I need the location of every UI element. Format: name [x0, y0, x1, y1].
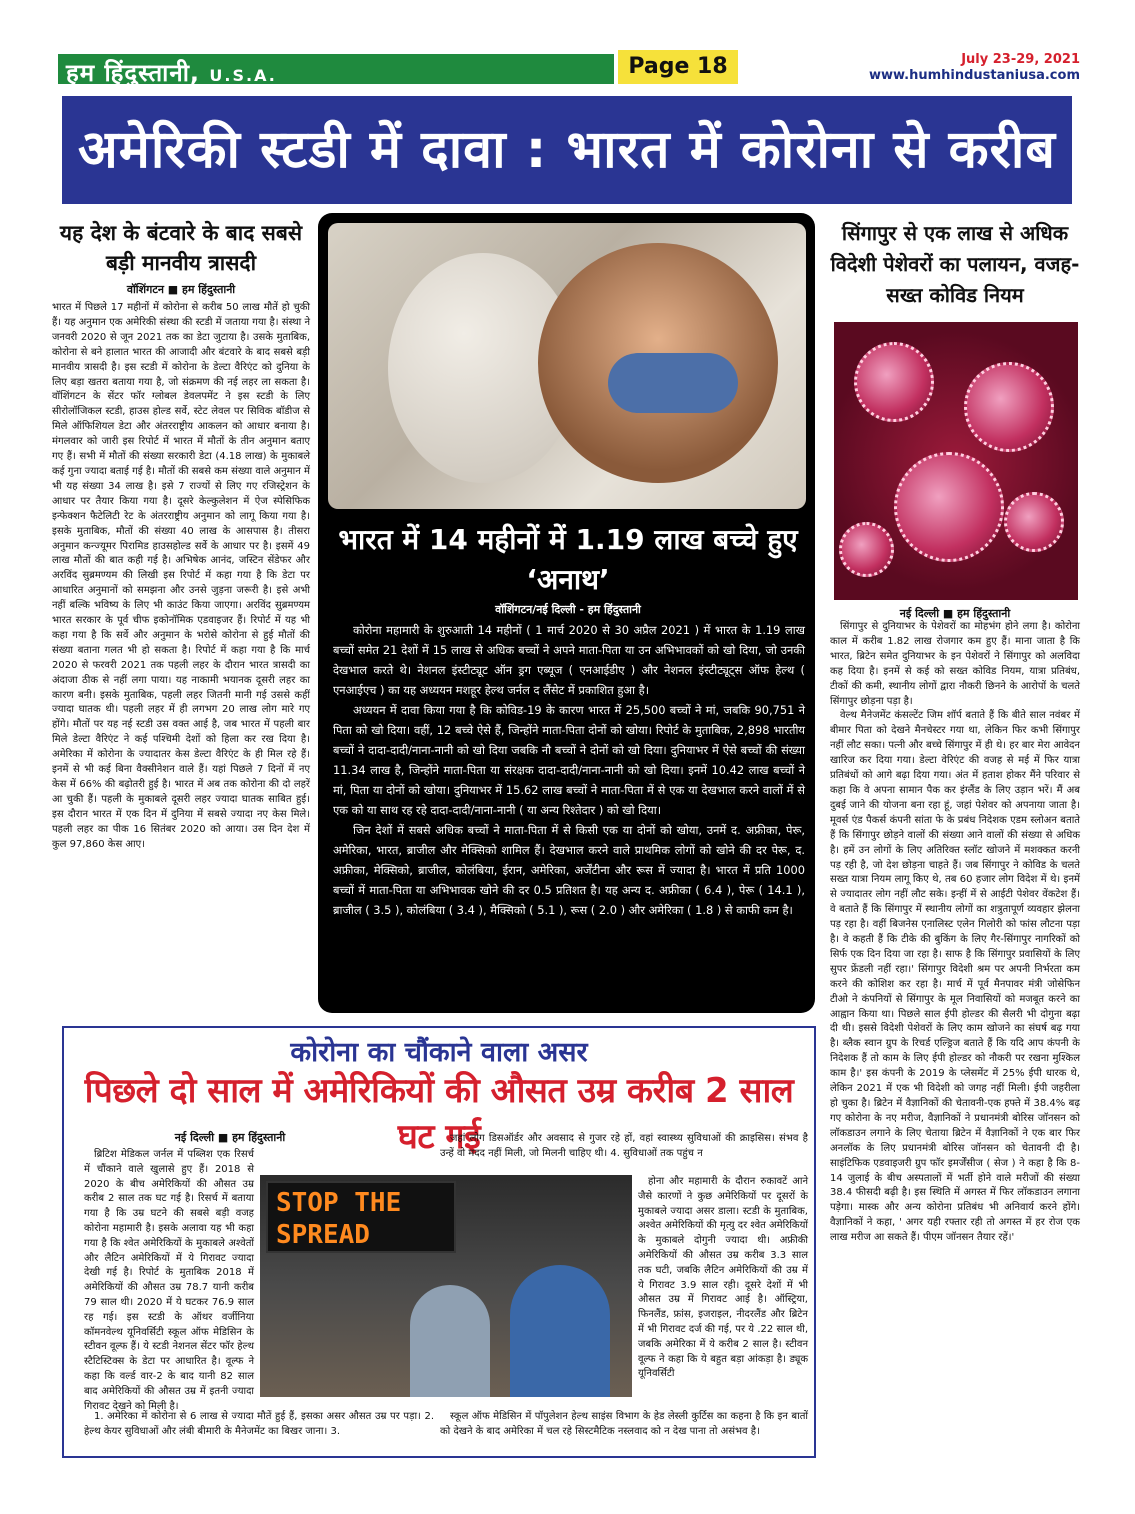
child-photo [328, 223, 806, 509]
virus-shape [1004, 492, 1064, 552]
right-story [826, 218, 1084, 1458]
center-story-headline: भारत में 14 महीनों में 1.19 लाख बच्चे हुए ‘अनाथ’ [338, 523, 798, 596]
bottom-list-paragraph: 1. अमेरिका में कोरोना से 6 लाख से ज्यादा मौतें हुई हैं, इसका असर औसत उम्र पर पड़ा। 2. हेल्थ केयर सुविधाओं और लंबी बीमारी के मैनेजमेंट का बिखर जाना। 3. [84, 1411, 434, 1437]
bottom-story-top-right [440, 1132, 808, 1162]
virus-shape [964, 362, 1054, 452]
bottom-lead-paragraph: ब्रिटिश मेडिकल जर्नल में पब्लिश एक रिसर्च में चौंकाने वाले खुलासे हुए हैं। 2018 से 2020 के बीच अमेरिकियों की औसत उम्र करीब 2 साल तक घट गई है। रिसर्च में बताया गया है कि उम्र घटने की सबसे बड़ी वजह कोरोना महामारी है। इसके अलावा यह भी कहा गया है कि श्वेत अमेरिकियों के मुकाबले अश्वेतों और लैटिन अमेरिकियों में ये गिरावट ज्यादा देखी गई है। रिपोर्ट के मुताबिक 2018 में अमेरिकियों की औसत उम्र 78.7 यानी करीब 79 साल थी। 2020 में ये घटकर 76.9 साल रह गई। इस स्टडी के ऑथर वर्जीनिया कॉमनवेल्थ यूनिवर्सिटी स्कूल ऑफ मेडिसिन के स्टीवन वूल्फ हैं। ये स्टडी नेशनल सेंटर फॉर हेल्थ स्टैटिस्टिक्स के डेटा पर आधारित है। वूल्फ ने कहा कि वर्ल्ड वार-2 के बाद यानी 82 साल बाद अमेरिकियों की औसत उम्र में इतनी ज्यादा गिरावट देखने को मिली है। [84, 1149, 254, 1412]
bottom-story-headline: पिछले दो साल में अमेरिकियों की औसत उम्र करीब 2 साल घट गई [84, 1071, 794, 1157]
right-story-body [830, 620, 1080, 1246]
right-paragraph: सिंगापुर से दुनियाभर के पेशेवरों का मोहभंग होने लगा है। कोरोना काल में करीब 1.82 लाख रोजगार कम हुए हैं। माना जाता है कि भारत, ब्रिटेन समेत दुनियाभर के इन पेशेवरों ने सिंगापुर को अलविदा कह दिया है। इनमें से कई को सख्त कोविड नियम, यात्रा प्रतिबंध, टीकों की कमी, स्थानीय लोगों द्वारा नौकरी छिनने के आरोपों के चलते सिंगापुर छोड़ना पड़ा है। [830, 621, 1080, 707]
left-story [52, 218, 310, 853]
left-story-body: भारत में पिछले 17 महीनों में कोरोना से करीब 50 लाख मौतें हो चुकी हैं। यह अनुमान एक अमेरिकी संस्था की स्टडी में जताया गया है। संस्था ने जनवरी 2020 से जून 2021 तक का डेटा जुटाया है। उसके मुताबिक, कोरोना से बने हालात भारत की आजादी और बंटवारे के बाद सबसे बड़ी मानवीय त्रासदी है। इस स्टडी में कोरोना के डेल्टा वैरिएंट को दुनिया के लिए बड़ा खतरा बताया गया है, जो संक्रमण की नई लहर ला सकता है। वॉशिंगटन के सेंटर फॉर ग्लोबल डेवलपमेंट ने इस स्टडी के लिए सीरोलॉजिकल स्टडी, हाउस होल्ड सर्वे, स्टेट लेवल पर सिविक बॉडीज से मिले ऑफिशियल डेटा और अंतरराष्ट्रीय आकलन को आधार बनाया है। मंगलवार को जारी इस रिपोर्ट में भारत में मौतों के तीन अनुमान बताए गए हैं। सभी में मौतों की संख्या सरकारी डेटा (4.18 लाख) के मुकाबले कई गुना ज्यादा बताई गई है। मौतों की सबसे कम संख्या वाले अनुमान में भी यह संख्या 34 लाख है। इसे 7 राज्यों से लिए गए रजिस्ट्रेशन के आधार पर तैयार किया गया है। दूसरे केल्कुलेशन में ऐज स्पेसिफिक इन्फेक्शन फैटेलिटी रेट के अंतरराष्ट्रीय अनुमान को लागू किया गया है। इसके मुताबिक, मौतों की संख्या 40 लाख के आसपास है। तीसरा अनुमान कन्ज्यूमर पिरामिड हाउसहोल्ड सर्वे के आधार पर है। इसमें 49 लाख मौतों की बात कही गई है। अभिषेक आनंद, जस्टिन सेंडेफर और अरविंद सुब्रमण्यम की लिखी इस रिपोर्ट में कहा गया है कि डेटा पर आधारित अनुमानों को समझना और उनसे जुड़ना जरूरी है। इसे अभी नहीं बल्कि भविष्य के लिए भी काउंट किया जाएगा। अरविंद सुब्रमण्यम भारत सरकार के पूर्व चीफ इकोनॉमिक एडवाइजर हैं। रिपोर्ट में यह भी कहा गया है कि सर्वे और अनुमान के भरोसे कोरोना से हुई मौतों की संख्या बताना गलत भी हो सकता है। रिपोर्ट में कहा गया है कि मार्च 2020 से फरवरी 2021 तक पहली लहर के दौरान भारत त्रासदी का अंदाजा ठीक से नहीं लगा पाया। यह नाकामी भयानक दूसरी लहर का कारण बनी। इसके मुताबिक, पहली लहर जितनी मानी गई उससे कहीं ज्यादा घातक थी। पहली लहर में ही लगभग 20 लाख लोग मारे गए होंगे। मौतों पर यह नई स्टडी उस वक्त आई है, जब भारत में पहली बार मिले डेल्टा वैरिएंट ने कई पश्चिमी देशों को हिला कर रख दिया है। अमेरिका में कोरोना के ज्यादातर केस डेल्टा वैरिएंट के ही मिल रहे हैं। इनमें से भी कई बिना वैक्सीनेशन वाले हैं। यहां पिछले 7 दिनों में नए केस में 66% की बढ़ोतरी हुई है। भारत में अब तक कोरोना की दो लहरें आ चुकी हैं। पहली के मुकाबले दूसरी लहर ज्यादा घातक साबित हुई। इस दौरान भारत में एक दिन में दुनिया में सबसे ज्यादा नए केस मिले। पहली लहर का पीक 16 सितंबर 2020 को आया। उस दिन देश में कुल 97,860 केस आए। [52, 302, 310, 850]
bottom-right-paragraph: होना और महामारी के दौरान रुकावटें आने जैसे कारणों ने कुछ अमेरिकियों पर दूसरों के मुकाबले ज्यादा असर डाला। स्टडी के मुताबिक, अश्वेत अमेरिकियों की मृत्यु दर श्वेत अमेरिकियों के मुकाबले दोगुनी ज्यादा थी। अफ्रीकी अमेरिकियों की औसत उम्र करीब 3.3 साल तक घटी, जबकि लैटिन अमेरिकियों की उम्र में ये गिरावट 3.9 साल रही। दूसरे देशों में भी औसत उम्र में गिरावट आई है। ऑस्ट्रिया, फिनलैंड, फ्रांस, इजराइल, नीदरलैंड और ब्रिटेन में भी गिरावट दर्ज की गई, पर ये .22 साल थी, जबकि अमेरिका में ये करीब 2 साल है। स्टीवन वूल्फ ने कहा कि ये बहुत बड़ा आंकड़ा है। ड्यूक यूनिवर्सिटी [638, 1176, 809, 1380]
brand-name: हम हिंदुस्तानी, [66, 59, 201, 87]
stop-the-spread-photo [260, 1175, 632, 1397]
bottom-story-bottom-right [440, 1410, 808, 1440]
bottom-top-right-paragraph: जहां लोग डिसऑर्डर और अवसाद से गुजर रहे हों, वहां स्वास्थ्य सुविधाओं की क्राइसिस। संभव है उन्हें वो मदद नहीं मिली, जो मिलनी चाहिए थी। 4. सुविधाओं तक पहुंच न [440, 1133, 808, 1159]
stop-the-spread-sign: STOP THE SPREAD [266, 1181, 456, 1253]
center-story-body [333, 620, 805, 920]
right-paragraph: वेल्थ मैनेजमेंट कंसल्टेंट जिम शॉर्प बताते हैं कि बीते साल नवंबर में बीमार पिता को देखने मैनचेस्टर गया था, लेकिन फिर कभी सिंगापुर नहीं लौट सका। पत्नी और बच्चे सिंगापुर में ही थे। हर बार मेरा आवेदन खारिज कर दिया गया। डेल्टा वेरिएंट की वजह से मई में फिर यात्रा प्रतिबंधों को आगे बढ़ा दिया गया। अंत में हताश होकर मैंने परिवार से कहा कि वे अपना सामान पैक कर इंग्लैंड के लिए उड़ान भरें। मैं अब दुबई जाने की योजना बना रहा हूं, जहां पेशेवर को अपनाया जाता है। मूवर्स एंड पैकर्स कंपनी सांता फे के प्रबंध निदेशक एडम स्लोअन बताते हैं कि सिंगापुर छोड़ने वालों की संख्या आने वालों की संख्या से अधिक है। हमें उन लोगों के लिए अतिरिक्त स्लॉट खोजने में मशक्कत करनी पड़ रही है, जो देश छोड़ना चाहते हैं। जब सिंगापुर ने कोविड के चलते सख्त यात्रा नियम लागू किए थे, तब 60 हजार लोग विदेश में थे। इनमें से ज्यादातर लोग नहीं लौट सके। इन्हीं में से आईटी पेशेवर वेंकटेश हैं। वे बताते हैं कि सिंगापुर में स्थानीय लोगों का शत्रुतापूर्ण व्यवहार झेलना पड़ रहा है। वहीं बिजनेस एनालिस्ट एलेन गिलोरी को फांस लौटना पड़ा है। वे कहती हैं कि टीके की बुकिंग के लिए गैर-सिंगापुर नागरिकों को सिर्फ एक दिन दिया जा रहा है। साफ है कि सिंगापुर प्रवासियों के लिए सुपर फ्रेंडली नहीं रहा।' सिंगापुर विदेशी श्रम पर अपनी निर्भरता कम करने की कोशिश कर रहा है। मार्च में पूर्व मैनपावर मंत्री जोसेफिन टीओ ने कंपनियों से सिंगापुर के मूल निवासियों को मजबूत करने का आह्वान किया था। पिछले साल ईपी होल्डर की सैलरी भी दोगुना बढ़ा दी थी। इससे विदेशी पेशेवरों के लिए काम खोजने का संघर्ष बढ़ गया है। ब्लैक स्वान ग्रुप के रिचर्ड एल्ड्रिज बताते हैं कि यदि आप कंपनी के निदेशक हैं तो काम के लिए ईपी होल्डर को नौकरी पर रखना मुश्किल काम है।' इस कंपनी के 2019 के प्लेसमेंट में 25% ईपी धारक थे, लेकिन 2021 में एक भी विदेशी को जगह नहीं मिली। ईपी जहरीला हो चुका है। ब्रिटेन में वैज्ञानिकों की चेतावनी-एक हफ्ते में 38.4% बढ़ गए कोरोना के नए मरीज, वैज्ञानिकों ने प्रधानमंत्री बोरिस जॉनसन को लॉकडाउन लगाने के लिए चेताया ब्रिटेन में वैज्ञानिकों ने एक बार फिर अनलॉक के लिए प्रधानमंत्री बोरिस जॉनसन को चेतावनी दी है। साइंटिफिक एडवाइजरी ग्रुप फॉर इमर्जेंसीज ( सेज ) ने कहा है कि 8-14 जुलाई के बीच अस्पतालों में भर्ती होने वाले मरीजों की संख्या 38.4 फीसदी बढ़ी है। इस स्थिति में अगस्त में फिर लॉकडाउन लगाना पड़ेगा। मास्क और अन्य कोरोना प्रतिबंध भी अनिवार्य करने होंगे। वैज्ञानिकों ने कहा, ' अगर यही रफ्तार रही तो अगस्त में हर रोज एक लाख मरीज आ सकते हैं। पीएम जॉनसन तैयार रहें।' [830, 710, 1080, 1244]
brand-suffix: U.S.A. [209, 66, 277, 85]
center-paragraph: जिन देशों में सबसे अधिक बच्चों ने माता-पिता में से किसी एक या दोनों को खोया, उनमें द. अफ्रीका, पेरू, अमेरिका, भारत, ब्राजील और मेक्सिको शामिल हैं। देखभाल करने वाले प्राथमिक लोगों को खोने की दर पेरू, द. अफ्रीका, मेक्सिको, ब्राजील, कोलंबिया, ईरान, अमेरिका, अर्जेंटीना और रूस में ज्यादा है। भारत में प्रति 1000 बच्चों में माता-पिता या अभिभावक खोने की दर 0.5 प्रतिशत है। यह अन्य द. अफ्रीका ( 6.4 ), पेरू ( 14.1 ), ब्राजील ( 3.5 ), कोलंबिया ( 3.4 ), मैक्सिको ( 5.1 ), रूस ( 2.0 ) और अमेरिका ( 1.8 ) से काफी कम है। [333, 823, 805, 917]
page-number: Page 18 [618, 50, 738, 84]
center-story-dateline: वॉशिंगटन/नई दिल्ली - हम हिंदुस्तानी [495, 603, 641, 616]
right-story-dateline: नई दिल्ली ■ हम हिंदुस्तानी [899, 607, 1011, 620]
masthead [48, 50, 1080, 86]
lead-headline: अमेरिकी स्टडी में दावा : भारत में कोरोना से करीब [78, 120, 1056, 180]
newspaper-logo [66, 56, 277, 89]
person-shape [410, 1285, 490, 1397]
virus-shape [854, 342, 934, 422]
bottom-bottom-right-paragraph: स्कूल ऑफ मेडिसिन में पॉपुलेशन हेल्थ साइंस विभाग के हेड लेस्ली कुर्टिस का कहना है कि इन बातों को देखने के बाद अमेरिका में चल रहे सिस्टमैटिक नस्लवाद को न देख पाना तो असंभव है। [440, 1411, 808, 1437]
left-story-headline: यह देश के बंटवारे के बाद सबसे बड़ी मानवीय त्रासदी [59, 221, 303, 275]
brand-band [58, 54, 614, 87]
virus-shape [839, 522, 894, 577]
right-story-headline: सिंगापुर से एक लाख से अधिक विदेशी पेशेवरों का पलायन, वजह-सख्त कोविड नियम [830, 221, 1080, 307]
virus-shape [894, 452, 1004, 562]
virus-photo [834, 322, 1078, 600]
center-paragraph: अध्ययन में दावा किया गया है कि कोविड-19 के कारण भारत में 25,500 बच्चों ने मां, जबकि 90,751 ने पिता को खो दिया। वहीं, 12 बच्चे ऐसे हैं, जिन्होंने माता-पिता दोनों को खोया। रिपोर्ट के मुताबिक, 2,898 भारतीय बच्चों ने दादा-दादी/नाना-नानी को खो दिया जबकि नौ बच्चों ने दोनों को खो दिया। दुनियाभर में ऐसे बच्चों की संख्या 11.34 लाख है, जिन्होंने माता-पिता या संरक्षक दादा-दादी/नाना-नानी को खो दिया। इनमें 10.42 लाख बच्चों ने मां, पिता या दोनों को खोया। दुनियाभर में 15.62 लाख बच्चों ने माता-पिता में से एक या देखभाल करने वालों में से एक को या साथ रह रहे दादा-दादी/नाना-नानी ( या अन्य रिश्तेदार ) को खो दिया। [333, 703, 805, 817]
center-paragraph: कोरोना महामारी के शुरुआती 14 महीनों ( 1 मार्च 2020 से 30 अप्रैल 2021 ) में भारत के 1.19 लाख बच्चों समेत 21 देशों में 15 लाख से अधिक बच्चों ने अपने माता-पिता या उन अभिभावकों को खो दिया, जो उनकी देखभाल करते थे। नेशनल इंस्टीट्यूट ऑन ड्रग एब्यूज ( एनआईडीए ) और नेशनल इंस्टीट्यूट्स ऑफ हेल्थ ( एनआईएच ) का यह अध्ययन मशहूर हेल्थ जर्नल द लैंसेट में प्रकाशित हुआ है। [333, 623, 805, 697]
face-mask-shape [608, 353, 738, 413]
issue-date: July 23-29, 2021 [961, 52, 1080, 67]
person-shape [510, 1265, 610, 1397]
bottom-story-right [638, 1175, 808, 1382]
bottom-story-dateline: नई दिल्ली ■ हम हिंदुस्तानी [174, 1131, 286, 1144]
bottom-story-lead [84, 1148, 254, 1414]
website-link[interactable]: www.humhindustaniusa.com [868, 68, 1080, 83]
lead-headline-banner [62, 96, 1072, 204]
bottom-story-list [84, 1410, 434, 1440]
left-story-dateline: वॉशिंगटन ■ हम हिंदुस्तानी [126, 283, 236, 296]
bottom-story-kicker: कोरोना का चौंकाने वाला असर [290, 1037, 588, 1068]
